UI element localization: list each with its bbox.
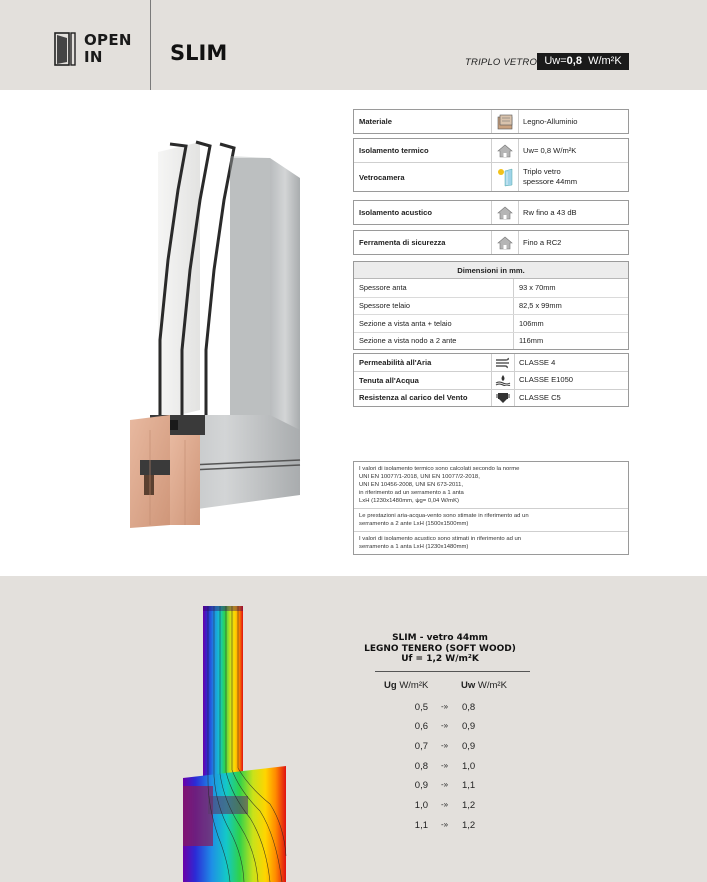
ug-value: 0,8 xyxy=(414,761,428,772)
model-title: SLIM xyxy=(170,41,228,65)
dimension-label: Sezione a vista nodo a 2 ante xyxy=(354,333,514,350)
ug-value: 1,0 xyxy=(414,800,428,811)
table-row xyxy=(354,389,628,406)
table-row xyxy=(384,761,494,773)
table-row xyxy=(354,279,628,297)
uw-badge xyxy=(537,53,629,70)
ug-value: 0,5 xyxy=(414,702,428,713)
uw-badge-unit: W/m²K xyxy=(588,55,622,67)
spec-row-termico xyxy=(354,139,628,162)
table-row xyxy=(384,820,494,832)
glass-sun-icon xyxy=(491,163,519,191)
thermal-divider xyxy=(375,671,530,672)
spec-row-vetrocamera xyxy=(354,162,628,191)
spec-material-box xyxy=(353,109,629,134)
water-icon xyxy=(491,372,515,388)
house-icon xyxy=(491,139,519,162)
table-row xyxy=(384,741,494,753)
uw-value: 1,1 xyxy=(462,780,476,791)
uw-badge-label: Uw= xyxy=(544,55,567,67)
performance-value: CLASSE 4 xyxy=(519,357,556,367)
performance-label: Permeabilità all'Aria xyxy=(359,358,432,368)
arrow-glyph: -» xyxy=(441,741,449,750)
thermal-simulation-image xyxy=(178,606,290,882)
brand-line-2: IN xyxy=(84,48,103,66)
uw-value: 0,9 xyxy=(462,721,476,732)
spec-row-ferramenta xyxy=(354,231,628,254)
table-row xyxy=(354,297,628,315)
spec-label-ferramenta: Ferramenta di sicurezza xyxy=(359,238,446,247)
window-section-image xyxy=(130,130,320,530)
ug-value: 0,6 xyxy=(414,721,428,732)
ug-value: 1,1 xyxy=(414,820,428,831)
dimension-value: 82,5 x 99mm xyxy=(519,301,562,311)
spec-value-vetrocamera xyxy=(519,167,628,187)
brand-name xyxy=(84,32,132,66)
thermal-title-line1: SLIM - vetro 44mm xyxy=(392,633,488,643)
performance-value: CLASSE C5 xyxy=(519,392,561,402)
column-header-ug xyxy=(384,680,428,691)
note-line: serramento a 1 anta LxH (1230x1480mm) xyxy=(359,544,469,550)
note-line: LxH (1230x1480mm, ψg= 0,04 W/mK) xyxy=(359,498,459,504)
dimensions-header: Dimensioni in mm. xyxy=(354,262,628,279)
note-thermal xyxy=(354,462,628,508)
table-row xyxy=(384,721,494,733)
house-icon xyxy=(491,201,519,224)
ug-value: 0,7 xyxy=(414,741,428,752)
table-row xyxy=(354,354,628,371)
thermal-section xyxy=(0,576,707,882)
spec-row-materiale xyxy=(354,110,628,133)
dimension-label: Spessore telaio xyxy=(354,298,514,315)
note-air-water-wind xyxy=(354,508,628,531)
dimension-label: Sezione a vista anta + telaio xyxy=(354,315,514,332)
arrow-glyph: -» xyxy=(441,800,449,809)
note-line: Le prestazioni aria-acqua-vento sono stimate in riferimento ad un xyxy=(359,513,529,519)
wood-aluminum-icon xyxy=(491,110,519,133)
spec-label-termico: Isolamento termico xyxy=(359,146,429,155)
wind-load-icon xyxy=(491,390,515,406)
performance-table xyxy=(353,353,629,407)
thermal-title-line2: LEGNO TENERO (SOFT WOOD) xyxy=(364,643,516,654)
note-line: serramento a 2 ante LxH (1500x1500mm) xyxy=(359,521,469,527)
arrow-glyph: -» xyxy=(441,820,449,829)
table-row xyxy=(384,702,494,714)
spec-value-acustico: Rw fino a 43 dB xyxy=(523,207,577,217)
uw-value: 1,0 xyxy=(462,761,476,772)
notes-box xyxy=(353,461,629,555)
header-divider xyxy=(150,0,151,90)
ug-value: 0,9 xyxy=(414,780,428,791)
air-icon xyxy=(491,354,515,371)
brand xyxy=(54,32,132,66)
uw-value: 1,2 xyxy=(462,800,476,811)
uw-value: 0,8 xyxy=(462,702,476,713)
column-header-uw-unit: W/m²K xyxy=(477,680,507,691)
spec-label-acustico: Isolamento acustico xyxy=(359,208,433,217)
spec-value-termico: Uw= 0,8 W/m²K xyxy=(523,145,577,155)
spec-label-vetrocamera: Vetrocamera xyxy=(359,172,405,182)
note-line: UNI EN 10456-2008, UNI EN 673-2011, xyxy=(359,482,464,488)
dimension-value: 93 x 70mm xyxy=(519,283,556,293)
column-header-uw-label: Uw xyxy=(461,680,476,691)
spec-acoustic-box xyxy=(353,200,629,225)
dimension-label: Spessore anta xyxy=(354,279,514,297)
performance-value: CLASSE E1050 xyxy=(519,375,574,385)
spec-thermal-box xyxy=(353,138,629,192)
column-header-ug-label: Ug xyxy=(384,680,397,691)
glass-type-label: TRIPLO VETRO xyxy=(465,57,538,68)
spec-value-ferramenta: Fino a RC2 xyxy=(523,237,562,247)
uw-value: 0,9 xyxy=(462,741,476,752)
spec-row-acustico xyxy=(354,201,628,224)
uw-badge-value: 0,8 xyxy=(566,55,582,67)
column-header-ug-unit: W/m²K xyxy=(399,680,429,691)
spec-value-vetrocamera-line1: Triplo vetro xyxy=(523,167,561,176)
house-icon xyxy=(491,231,519,254)
column-header-uw xyxy=(461,680,507,691)
thermal-title xyxy=(350,633,530,665)
dimensions-table xyxy=(353,261,629,350)
uw-value: 1,2 xyxy=(462,820,476,831)
table-row xyxy=(354,371,628,388)
note-line: I valori di isolamento termico sono calcolati secondo la norme xyxy=(359,466,520,472)
table-row xyxy=(384,780,494,792)
note-line: I valori di isolamento acustico sono stimati in riferimento ad un xyxy=(359,536,522,542)
arrow-glyph: -» xyxy=(441,721,449,730)
performance-label: Tenuta all'Acqua xyxy=(359,375,419,385)
spec-label-materiale: Materiale xyxy=(359,117,392,126)
dimension-value: 116mm xyxy=(519,336,544,346)
thermal-title-line3: Uf = 1,2 W/m²K xyxy=(401,654,479,664)
arrow-glyph: -» xyxy=(441,702,449,711)
table-row xyxy=(354,332,628,350)
note-acoustic xyxy=(354,531,628,554)
spec-value-materiale: Legno-Alluminio xyxy=(523,116,578,126)
spec-security-box xyxy=(353,230,629,255)
header xyxy=(0,0,707,90)
open-door-icon xyxy=(54,32,76,66)
dimension-value: 106mm xyxy=(519,318,544,328)
note-line: UNI EN 10077/1-2018, UNI EN 10077/2-2018, xyxy=(359,474,480,480)
performance-label: Resistenza al carico del Vento xyxy=(359,393,468,403)
arrow-glyph: -» xyxy=(441,780,449,789)
brand-line-1: OPEN xyxy=(84,31,132,49)
table-row xyxy=(384,800,494,812)
note-line: in riferimento ad un serramento a 1 anta xyxy=(359,490,464,496)
arrow-glyph: -» xyxy=(441,761,449,770)
spec-value-vetrocamera-line2: spessore 44mm xyxy=(523,177,578,186)
table-row xyxy=(354,314,628,332)
